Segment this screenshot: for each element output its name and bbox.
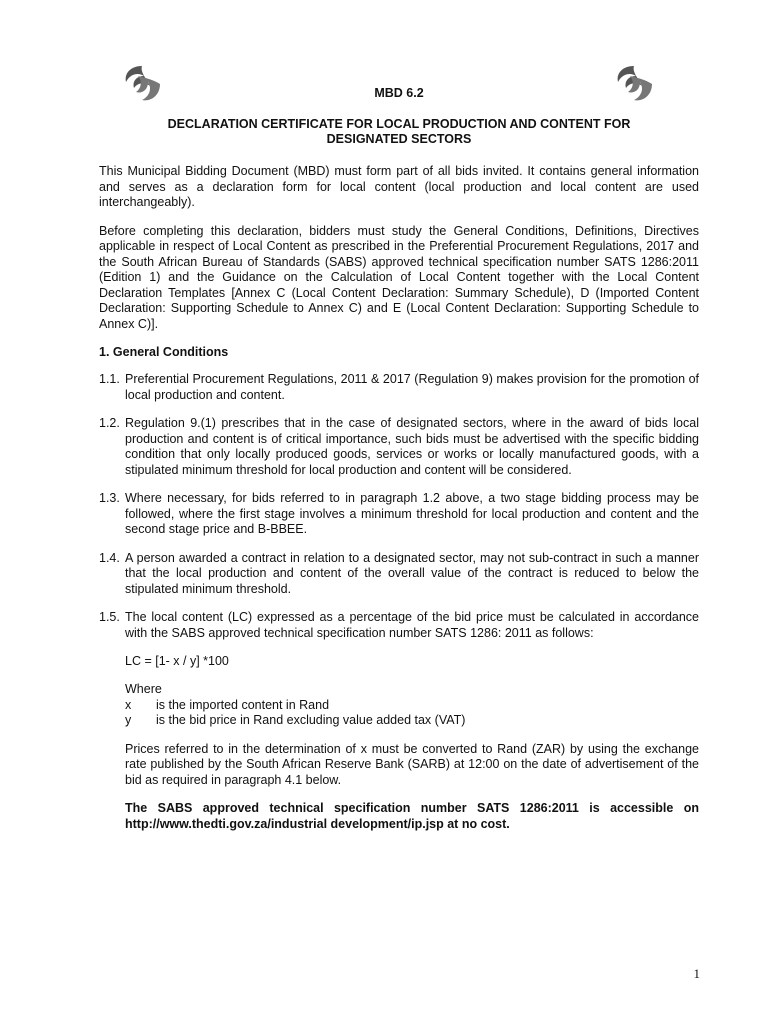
clause-text: Preferential Procurement Regulations, 2011 & 2017 (Regulation 9) makes provision for the promotion of local production and content. [125,372,699,402]
definition-symbol: y [125,713,132,727]
definition-row [125,713,699,729]
clause-number: 1.2. [99,416,120,430]
clause-number: 1.1. [99,372,120,386]
definition-symbol: x [125,697,132,712]
definition-text: is the bid price in Rand excluding value added tax (VAT) [156,713,466,727]
definition-row [125,698,699,714]
clause-1-4 [99,551,699,598]
clause-number: 1.4. [99,550,120,565]
document-title [99,117,699,147]
sabs-note: The SABS approved technical specification number SATS 1286:2011 is accessible on http://www.thedti.gov.za/industrial development/ip.jsp at no cost. [125,801,699,831]
clause-1-5 [99,610,699,641]
definition-text: is the imported content in Rand [156,697,330,712]
title-line-1: DECLARATION CERTIFICATE FOR LOCAL PRODUCTION AND CONTENT FOR [167,117,631,131]
clause-text: The local content (LC) expressed as a percentage of the bid price must be calculated in accordance with the SABS approved technical specification number SATS 1286: 2011 as follows: [125,610,699,640]
prices-note: Prices referred to in the determination of x must be converted to Rand (ZAR) by using the exchange rate published by the South African Reserve Bank (SARB) at 12:00 on the date of advertisement of the bid as required in paragraph 4.1 below. [125,741,699,787]
clause-number: 1.3. [99,491,120,505]
intro-paragraph-2: Before completing this declaration, bidders must study the General Conditions, Definitions, Directives applicable in respect of Local Content as prescribed in the Preferential Procurement Regulations, 2017 and the South African Bureau of Standards (SABS) approved technical specification number SATS 1286:2011 (Edition 1) and the Guidance on the Calculation of Local Content together with the Local Content Declaration Templates [Annex C (Local Content Declaration: Summary Schedule), D (Imported Content Declaration: Supporting Schedule to Annex C) and E (Local Content Declaration: Supporting Schedule to Annex C)]. [99,223,699,331]
document-code: MBD 6.2 [374,86,424,100]
where-label: Where [125,682,162,696]
clause-1-1 [99,372,699,403]
clause-1-2 [99,416,699,478]
document-page [99,86,699,845]
section-heading: 1. General Conditions [99,345,229,359]
clause-number: 1.5. [99,610,120,624]
title-line-2: DESIGNATED SECTORS [326,132,472,146]
page-number: 1 [693,966,700,981]
lc-formula: LC = [1- x / y] *100 [125,654,229,668]
intro-paragraph-1: This Municipal Bidding Document (MBD) must form part of all bids invited. It contains general information and serves as a declaration form for local content (local production and local content are used interchangeably). [99,164,699,209]
clause-text: Regulation 9.(1) prescribes that in the case of designated sectors, where in the award of bids local production and content is of critical importance, such bids must be advertised with the specific bidding condition that only locally produced goods, services or works or locally manufactured goods, with a stipulated minimum threshold for local production and content will be considered. [125,416,699,477]
clause-text: A person awarded a contract in relation to a designated sector, may not sub-contract in such a manner that the local production and content of the overall value of the contract is reduced to below the stipulated minimum threshold. [125,550,699,596]
formula-definitions [125,682,699,729]
clause-text: Where necessary, for bids referred to in paragraph 1.2 above, a two stage bidding process may be followed, where the first stage involves a minimum threshold for local production and content and the second stage price and B-BBEE. [125,491,699,536]
clause-1-3 [99,491,699,538]
